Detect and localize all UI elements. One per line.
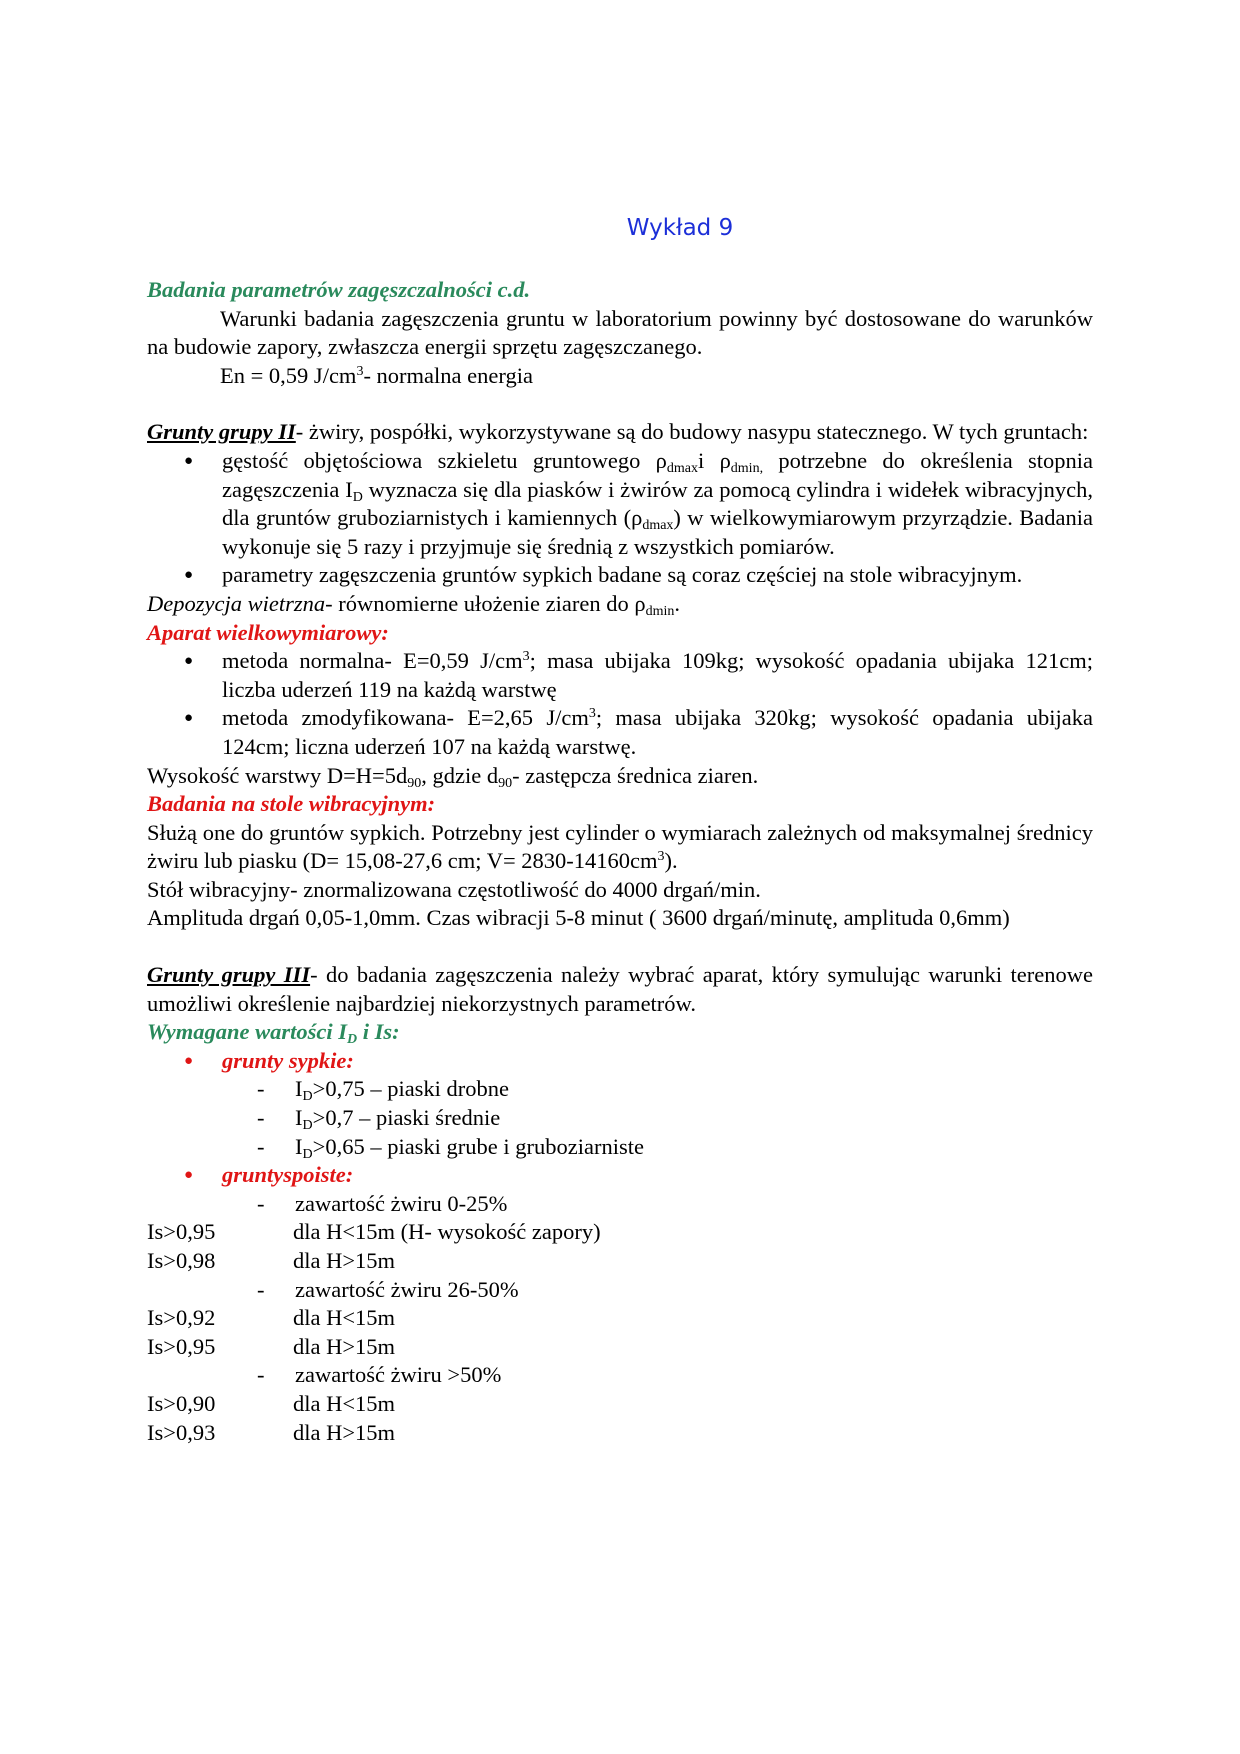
paragraph: Stół wibracyjny- znormalizowana częstotliwość do 4000 drgań/min.: [147, 876, 761, 902]
section-heading-vibration: Badania na stole wibracyjnym:: [147, 791, 436, 817]
table-row: Is>0,95 dla H<15m (H- wysokość zapory): [147, 1219, 601, 1245]
section-heading-apparatus: Aparat wielkowymiarowy:: [147, 619, 389, 645]
bullet-list: [147, 447, 1093, 590]
list-item: ● grunty sypkie:: [222, 1047, 1093, 1076]
paragraph: Służą one do gruntów sypkich. Potrzebny jest cylinder o wymiarach zależnych od maksymalnej średnicy żwiru lub piasku (D= 15,08-27,6 cm; $V= 2830-14160cm^3$).: [147, 819, 1093, 874]
dash-list: [147, 1361, 1093, 1390]
paragraph: Amplituda drgań 0,05-1,0mm. Czas wibracji 5-8 minut ( 3600 drgań/minutę, amplituda 0,6mm): [147, 905, 1010, 931]
table-row: Is>0,98 dla H>15m: [147, 1248, 396, 1273]
section-heading-1: Badania parametrów zagęszczalności c.d.: [147, 277, 531, 302]
dash-list: [147, 1190, 1093, 1219]
list-item: ● metoda zmodyfikowana- E=2,65 $J/cm^3$; masa ubijaka 320kg; wysokość opadania ubijaka 124cm; liczna uderzeń 107 na każdą warstwę.: [222, 704, 1093, 761]
group-heading: Grunty grupy III: [147, 962, 311, 988]
dash-list: [147, 1276, 1093, 1305]
bullet-list: [147, 1161, 1093, 1190]
list-item: - zawartość żwiru 26-50%: [295, 1276, 1093, 1305]
dash-list: [147, 1075, 1093, 1161]
table-row: Is>0,95 dla H>15m: [147, 1333, 396, 1359]
paragraph: Wysokość warstwy $D=H=5d_{90}$, gdzie $d_{90}-$ zastępcza średnica ziaren.: [147, 762, 759, 791]
page-title: Wykład 9: [626, 215, 734, 241]
table-row: Is>0,92 dla H<15m: [147, 1305, 396, 1331]
section-heading-required: Wymagane wartości $I_D$ i Is:: [147, 1019, 400, 1048]
list-item: - $I_D>0,7$ – piaski średnie: [295, 1104, 1093, 1133]
table-row: Is>0,93 dla H>15m: [147, 1419, 396, 1445]
list-item: - zawartość żwiru 0-25%: [295, 1190, 1093, 1219]
list-item: ● metoda normalna- E=0,59 $J/cm^3$; masa ubijaka 109kg; wysokość opadania ubijaka 121cm; liczba uderzeń 119 na każdą warstwę: [222, 647, 1093, 704]
paragraph: Grunty grupy III- do badania zagęszczenia należy wybrać aparat, który symulując warunki terenowe umożliwi określenie najbardziej niekorzystnych parametrów.: [147, 962, 1093, 1016]
group-heading: Grunty grupy II: [147, 419, 296, 445]
paragraph: Grunty grupy II- żwiry, pospółki, wykorzystywane są do budowy nasypu statecznego. W tych gruntach:: [147, 419, 1089, 445]
list-item: - $I_D>0,75$ – piaski drobne: [295, 1075, 1093, 1104]
paragraph: Depozycja wietrzna- równomierne ułożenie ziaren do $\rho_{dmin}$.: [147, 590, 680, 619]
list-item: - $I_D>0,65$ – piaski grube i gruboziarniste: [295, 1133, 1093, 1162]
list-item: - zawartość żwiru >50%: [295, 1361, 1093, 1390]
energy-line: En = 0,59 $J/cm^3-$ normalna energia: [220, 362, 533, 388]
list-item: ● gruntyspoiste:: [222, 1161, 1093, 1190]
list-item: ● gęstość objętościowa szkieletu gruntowego $\rho_{dmax}i$ $\rho_{dmin,}$ potrzebne do określenia stopnia zagęszczenia $I_D$ wyznacza się dla piasków i żwirów za pomocą cylindra i widełek wibracyjnych, dla gruntów gruboziarnistych i kamiennych $(\rho_{dmax})$ w wielkowymiarowym przyrządzie. Badania wykonuje się 5 razy i przyjmuje się średnią z wszystkich pomiarów.: [222, 447, 1093, 561]
bullet-list: [147, 1047, 1093, 1076]
table-row: Is>0,90 dla H<15m: [147, 1390, 396, 1416]
bullet-list: [147, 647, 1093, 761]
list-item: ● parametry zagęszczenia gruntów sypkich badane są coraz częściej na stole wibracyjnym.: [222, 561, 1093, 590]
paragraph: Warunki badania zagęszczenia gruntu w laboratorium powinny być dostosowane do warunków na budowie zapory, zwłaszcza energii sprzętu zagęszczanego.: [147, 305, 1093, 360]
document-content: [147, 212, 1093, 1447]
